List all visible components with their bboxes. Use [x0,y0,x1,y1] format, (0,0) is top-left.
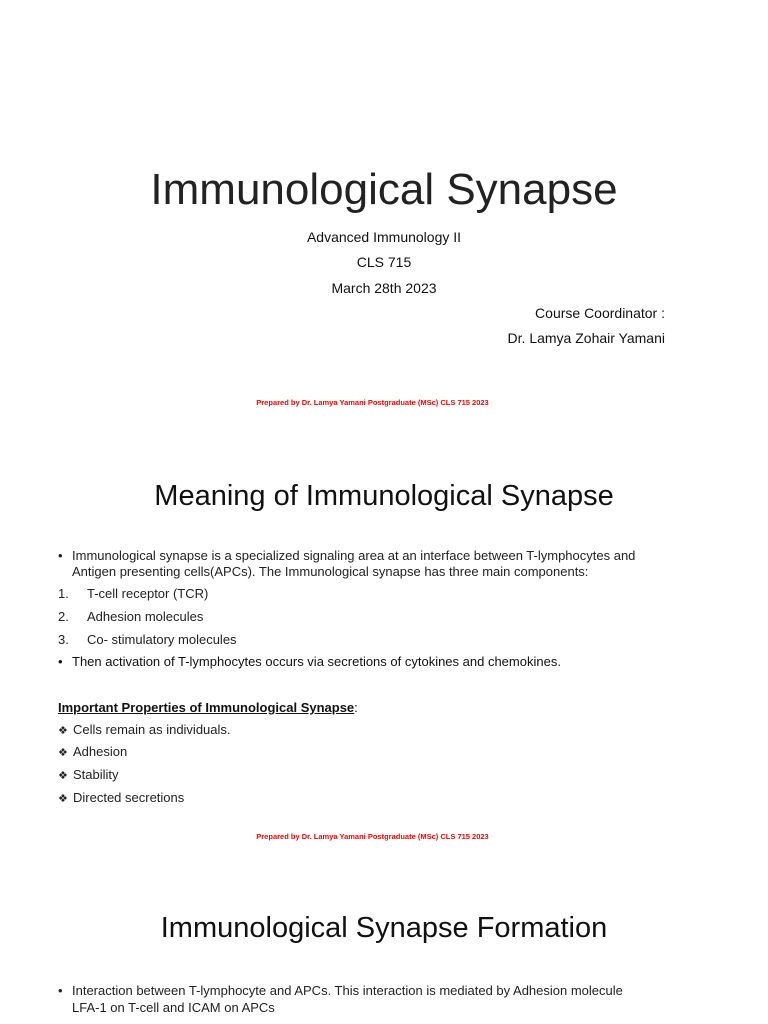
coordinator-label: Course Coordinator : [535,305,665,321]
slide-footer: Prepared by Dr. Lamya Yamani Postgraduate (MSc) CLS 715 2023 [256,832,489,841]
component-number: 2. [58,609,69,624]
slide-title: Immunological Synapse [150,165,618,214]
properties-heading [58,700,358,715]
properties-heading-text: Important Properties of Immunological Synapse [58,700,355,715]
component-number: 1. [58,586,69,601]
activation-text: Then activation of T-lymphocytes occurs via secretions of cytokines and chemokines. [72,654,561,669]
property-text: Directed secretions [73,790,185,805]
intro-line-2: Antigen presenting cells(APCs). The Immunological synapse has three main components: [72,564,589,579]
diamond-bullet-icon: ❖ [58,793,68,805]
property-item [58,722,231,737]
component-item [58,586,208,601]
property-item [58,744,127,759]
formation-line-2: LFA-1 on T-cell and ICAM on APCs [72,1000,275,1015]
intro-line-1: Immunological synapse is a specialized signaling area at an interface between T-lymphocytes and [72,548,636,563]
course-code: CLS 715 [356,254,412,270]
property-item [58,790,184,805]
bullet-icon: • [58,654,63,669]
title-slide [0,0,768,432]
intro-bullet [58,548,738,580]
formation-line-1: Interaction between T-lymphocyte and APCs. This interaction is mediated by Adhesion molecule [72,983,623,998]
slide-heading: Immunological Synapse Formation [160,912,608,944]
component-item [58,632,237,647]
properties-heading-colon: : [354,700,358,715]
diamond-bullet-icon: ❖ [58,747,68,759]
property-text: Stability [73,767,119,782]
course-date: March 28th 2023 [331,280,437,296]
component-text: Adhesion molecules [87,609,204,624]
coordinator-name: Dr. Lamya Zohair Yamani [507,330,665,346]
property-text: Cells remain as individuals. [73,722,231,737]
formation-slide [0,852,768,1024]
property-item [58,767,119,782]
slide-heading: Meaning of Immunological Synapse [154,480,614,512]
component-text: Co- stimulatory molecules [87,632,237,647]
diamond-bullet-icon: ❖ [58,725,68,737]
slide-footer: Prepared by Dr. Lamya Yamani Postgraduate (MSc) CLS 715 2023 [256,398,489,407]
meaning-slide [0,432,768,852]
component-number: 3. [58,632,69,647]
activation-bullet [58,654,738,670]
diamond-bullet-icon: ❖ [58,770,68,782]
component-text: T-cell receptor (TCR) [87,586,209,601]
course-name: Advanced Immunology II [306,229,462,245]
bullet-icon: • [58,983,63,998]
component-item [58,609,203,624]
formation-bullet [58,983,738,1017]
bullet-icon: • [58,548,63,563]
property-text: Adhesion [73,744,128,759]
